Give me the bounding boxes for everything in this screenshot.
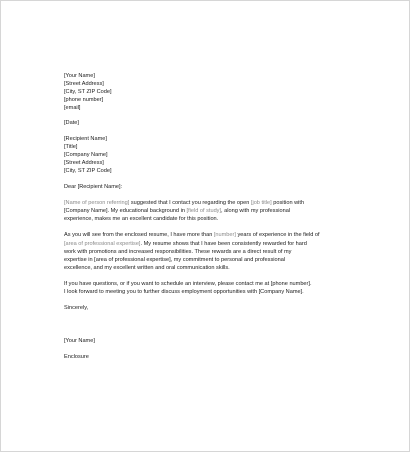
recipient-city: [City, ST ZIP Code] — [64, 167, 112, 174]
paragraph-2-line-4: expertise in [area of professional expertise], my commitment to personal and professional — [64, 256, 286, 263]
recipient-title: [Title] — [64, 143, 78, 150]
sender-phone: [phone number] — [64, 97, 104, 104]
paragraph-2 — [64, 231, 364, 271]
paragraph-2-line-2 — [64, 240, 364, 248]
paragraph-3 — [64, 280, 364, 296]
sender-address — [64, 72, 364, 112]
paragraph-2-line-3: work with promotions and increased responsibilities. These rewards are a direct result of my — [64, 248, 292, 255]
paragraph-1-text-a: suggested that I contact you regarding the open — [129, 200, 251, 207]
sender-email: [email] — [64, 105, 81, 112]
paragraph-2-text-a: As you will see from the enclosed resume, I have more than — [64, 232, 214, 239]
placeholder-number: [number] — [213, 232, 236, 239]
paragraph-1-text-c: [Company Name]. My educational background in — [64, 208, 187, 215]
paragraph-1-line-1 — [64, 199, 364, 207]
paragraph-2-line-5: excellence, and my excellent written and oral communication skills. — [64, 264, 230, 271]
enclosure-note: Enclosure — [64, 354, 89, 361]
paragraph-2-text-b: years of experience in the field of — [235, 232, 320, 239]
letter-date: [Date] — [64, 120, 79, 127]
closing: Sincerely, — [64, 305, 89, 312]
salutation: Dear [Recipient Name]: — [64, 184, 123, 191]
letter-body — [64, 72, 364, 361]
sender-city: [City, ST ZIP Code] — [64, 89, 112, 96]
recipient-street: [Street Address] — [64, 159, 104, 166]
recipient-address — [64, 135, 364, 175]
sender-street: [Street Address] — [64, 81, 104, 88]
paragraph-1-text-d: , along with my professional — [221, 208, 291, 215]
placeholder-job-title: [job title] — [250, 200, 272, 207]
placeholder-expertise: [area of professional expertise] — [64, 240, 141, 247]
paragraph-3-line-1: If you have questions, or if you want to schedule an interview, please contact me at [phone number]. — [64, 280, 312, 287]
paragraph-2-text-c: . My resume shows that I have been consistently rewarded for hard — [140, 240, 307, 247]
paragraph-3-line-2: I look forward to meeting you to further discuss employment opportunities with [Company Name]. — [64, 288, 304, 295]
sender-name: [Your Name] — [64, 73, 95, 79]
signature-name: [Your Name] — [64, 338, 95, 345]
recipient-name: [Recipient Name] — [64, 135, 107, 142]
placeholder-field-of-study: [field of study] — [186, 208, 222, 215]
paragraph-1 — [64, 199, 364, 223]
recipient-company: [Company Name] — [64, 151, 108, 158]
paragraph-1-line-2 — [64, 207, 364, 215]
placeholder-referrer: [Name of person referring] — [64, 200, 130, 207]
paragraph-2-line-1 — [64, 231, 364, 239]
paragraph-1-line-3: experience, makes me an excellent candidate for this position. — [64, 216, 219, 223]
paragraph-1-text-b: position with — [271, 200, 305, 207]
